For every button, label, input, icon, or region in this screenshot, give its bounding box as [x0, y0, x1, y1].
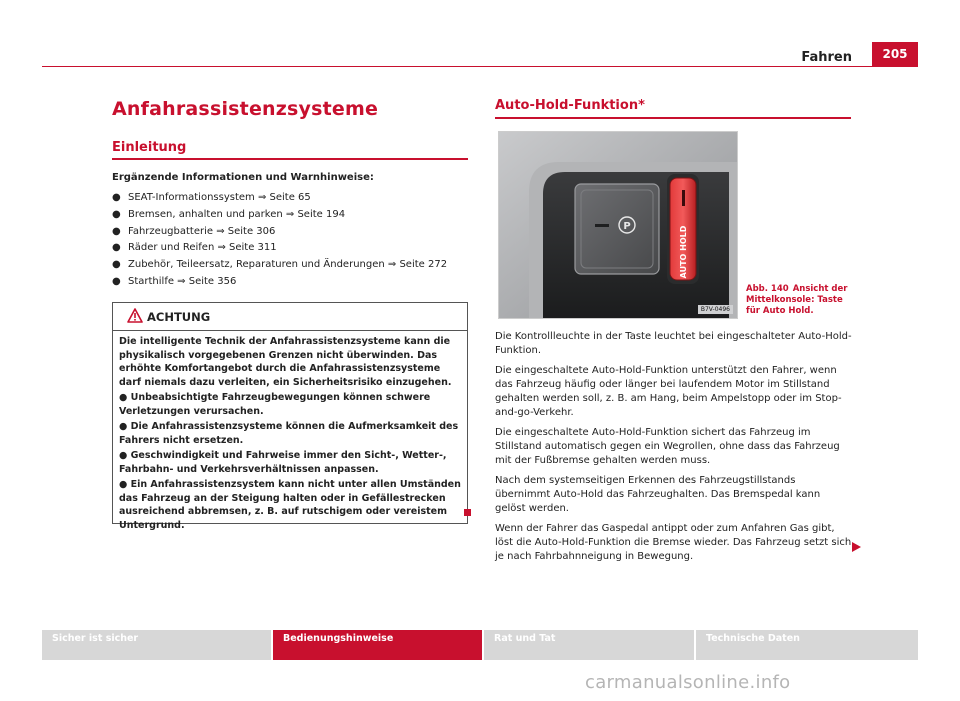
header-title: Fahren — [801, 50, 852, 65]
main-title: Anfahrassistenzsysteme — [112, 98, 379, 120]
paragraph: Nach dem systemseitigen Erkennen des Fahrzeugstillstands übernimmt Auto-Hold das Fahrzeughalten. Das Bremspedal kann gelöst werden. — [495, 475, 821, 514]
figure-caption — [746, 284, 856, 317]
paragraph: Wenn der Fahrer das Gaspedal antippt oder zum Anfahren Gas gibt, löst die Auto-Hold-Funktion die Bremse wieder. Das Fahrzeug setzt sich je nach Fahrbahnneigung in Bewegung. — [495, 523, 852, 562]
list-item[interactable]: ● Starthilfe ⇒ Seite 356 — [112, 275, 237, 287]
warning-item: ● Geschwindigkeit und Fahrweise immer den Sicht-, Wetter-, Fahrbahn- und Verkehrsverhältnissen anpassen. — [119, 450, 447, 475]
section-end-marker — [464, 509, 471, 516]
auto-hold-rule — [495, 117, 851, 119]
auto-hold-button-label: AUTO HOLD — [679, 225, 688, 279]
warning-box — [112, 302, 468, 531]
footer-nav — [42, 630, 918, 660]
tab-bedienungshinweise[interactable]: Bedienungshinweise — [273, 630, 482, 660]
list-item[interactable]: ● Bremsen, anhalten und parken ⇒ Seite 194 — [112, 208, 346, 220]
tab-technische-daten[interactable]: Technische Daten — [696, 630, 918, 660]
warning-triangle-icon — [127, 308, 143, 327]
list-item[interactable]: ● SEAT-Informationssystem ⇒ Seite 65 — [112, 192, 311, 203]
header-rule — [42, 66, 918, 67]
paragraph: Die Kontrollleuchte in der Taste leuchtet bei eingeschalteter Auto-Hold-Funktion. — [495, 331, 852, 356]
list-item[interactable]: ● Fahrzeugbatterie ⇒ Seite 306 — [112, 225, 276, 237]
warning-item: ● Unbeabsichtigte Fahrzeugbewegungen können schwere Verletzungen verursachen. — [119, 392, 431, 417]
list-item[interactable]: ● Zubehör, Teileersatz, Reparaturen und Änderungen ⇒ Seite 272 — [112, 259, 448, 271]
auto-hold-text — [495, 330, 853, 570]
tab-sicher-ist-sicher[interactable]: Sicher ist sicher — [42, 630, 271, 660]
svg-text:P: P — [623, 221, 631, 232]
auto-hold-title: Auto-Hold-Funktion* — [495, 98, 645, 113]
figure-label: Abb. 140 — [746, 284, 789, 294]
warning-item: ● Ein Anfahrassistenzsystem kann nicht unter allen Umständen das Fahrzeug an der Steigung halten oder in Gefällestrecken ausreichend abbremsen, z. B. auf rutschigem oder vereistem Untergrund. — [119, 479, 461, 531]
warning-header — [113, 303, 467, 331]
paragraph: Die eingeschaltete Auto-Hold-Funktion sichert das Fahrzeug im Stillstand automatisch gegen ein Wegrollen, ohne dass das Fahrzeug mit der Fußbremse gehalten werden muss. — [495, 427, 840, 466]
figure-caption-text: Ansicht der Mittelkonsole: Taste für Auto Hold. — [746, 284, 848, 316]
warning-intro: Die intelligente Technik der Anfahrassistenzsysteme kann die physikalisch vorgegebenen Grenzen nicht überwinden. Das erhöhte Komfortangebot durch die Anfahrassistenzsysteme darf niemals dazu verleiten, ein Sicherheitsrisiko einzugehen. — [119, 336, 452, 388]
list-item[interactable]: ● Räder und Reifen ⇒ Seite 311 — [112, 242, 277, 254]
tab-rat-und-tat[interactable]: Rat und Tat — [484, 630, 694, 660]
figure-code: B7V-0496 — [698, 305, 733, 314]
paragraph: Die eingeschaltete Auto-Hold-Funktion unterstützt den Fahrer, wenn das Fahrzeug häufig oder länger bei laufendem Motor im Stillstand gehalten werden soll, z. B. am Hang, beim Ampelstopp oder im Stop-and-go-Verkehr. — [495, 365, 842, 418]
warning-body — [113, 331, 467, 532]
warning-item: ● Die Anfahrassistenzsysteme können die Aufmerksamkeit des Fahrers nicht ersetzen. — [119, 421, 459, 446]
watermark: carmanualsonline.info — [585, 672, 791, 693]
section-rule — [112, 158, 468, 160]
intro-lead: Ergänzende Informationen und Warnhinweise: — [112, 172, 374, 183]
section-title: Einleitung — [112, 140, 187, 155]
warning-title: ACHTUNG — [147, 310, 211, 324]
continue-arrow-icon — [852, 537, 861, 556]
page-number: 205 — [872, 42, 918, 66]
reference-list — [112, 190, 447, 291]
auto-hold-photo — [498, 131, 738, 319]
